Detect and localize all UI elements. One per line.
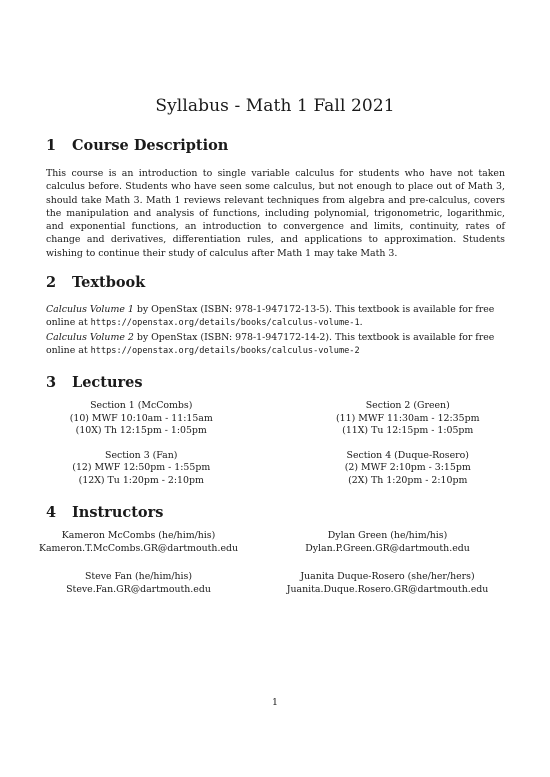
document-title: Syllabus - Math 1 Fall 2021 (155, 96, 395, 116)
section-number: 4 (46, 504, 57, 521)
lecture-time: (12) MWF 12:50pm - 1:55pm (72, 462, 211, 474)
section-lectures-heading (46, 374, 143, 391)
lecture-section-name: Section 1 (McCombs) (90, 400, 193, 411)
section-title: Textbook (72, 274, 146, 291)
textbook-description: by OpenStax (ISBN: 978-1-947172-13-5). This textbook is available for free online at (46, 304, 495, 329)
textbook-link[interactable]: https://openstax.org/details/books/calculus-volume-2 (90, 345, 360, 356)
textbook-title: Calculus Volume 2 (46, 331, 134, 343)
lecture-time: (10) MWF 10:10am - 11:15am (69, 412, 213, 424)
textbook-description: by OpenStax (ISBN: 978-1-947172-14-2). This textbook is available for free online at (46, 331, 495, 356)
instructor-email[interactable]: Kameron.T.McCombs.GR@dartmouth.edu (38, 542, 239, 554)
lecture-time: (11) MWF 11:30am - 12:35pm (336, 412, 480, 424)
instructor-email[interactable]: Juanita.Duque.Rosero.GR@dartmouth.edu (286, 583, 489, 595)
lecture-section (275, 450, 542, 488)
section-title: Course Description (72, 137, 229, 154)
lecture-x-hour: (11X) Tu 12:15pm - 1:05pm (342, 425, 474, 437)
textbook-title: Calculus Volume 1 (46, 304, 134, 315)
section-title: Instructors (72, 504, 164, 521)
instructor-name: Steve Fan (he/him/his) (84, 571, 193, 583)
section-course-description-heading (46, 137, 228, 154)
textbook-list (46, 303, 505, 358)
course-description-paragraph (46, 167, 505, 260)
lecture-x-hour: (2X) Th 1:20pm - 2:10pm (348, 474, 468, 486)
lecture-section-name: Section 4 (Duque-Rosero) (346, 449, 469, 461)
lecture-section (8, 450, 275, 488)
page-number: 1 (272, 697, 278, 708)
textbook-link[interactable]: https://openstax.org/details/books/calculus-volume-1 (90, 318, 360, 329)
lecture-section (275, 400, 542, 438)
lecture-x-hour: (12X) Tu 1:20pm - 2:10pm (78, 474, 204, 486)
section-title: Lectures (72, 374, 143, 391)
instructor-card (263, 530, 512, 555)
section-number: 2 (46, 274, 57, 291)
instructor-card (263, 571, 512, 596)
instructor-name: Dylan Green (he/him/his) (327, 530, 448, 541)
lecture-x-hour: (10X) Th 12:15pm - 1:05pm (75, 425, 207, 437)
lecture-section (8, 400, 275, 438)
section-textbook-heading (46, 274, 145, 291)
lectures-grid (8, 400, 541, 488)
lecture-section-name: Section 3 (Fan) (105, 449, 178, 461)
course-description-text: This course is an introduction to single variable calculus for students who have not taken calculus before. Students who have seen some calculus, but not enough to place out of Math 3, should take Math 3. Math 1 reviews relevant techniques from algebra and pre-calculus, covers the manipulation and analysis of functions, including polynomial, trigonometric, logarithmic, and exponential functions, an introduction to convergence and limits, continuity, rates of change and derivatives, differentiation rules, and applications to approximation. Students wishing to continue their study of calculus after Math 1 may take Math 3. (46, 168, 505, 259)
instructor-name: Juanita Duque-Rosero (she/her/hers) (300, 571, 475, 583)
lecture-section-name: Section 2 (Green) (365, 400, 450, 411)
instructors-grid (14, 530, 512, 596)
lecture-time: (2) MWF 2:10pm - 3:15pm (344, 462, 471, 474)
instructor-card (14, 530, 263, 555)
section-number: 3 (46, 374, 57, 391)
instructor-name: Kameron McCombs (he/him/his) (61, 530, 216, 541)
instructor-email[interactable]: Steve.Fan.GR@dartmouth.edu (66, 583, 211, 595)
textbook-entry (46, 331, 505, 359)
textbook-suffix: . (359, 317, 363, 329)
section-number: 1 (46, 137, 57, 154)
section-instructors-heading (46, 504, 163, 521)
textbook-entry (46, 303, 505, 331)
instructor-card (14, 571, 263, 596)
instructor-email[interactable]: Dylan.P.Green.GR@dartmouth.edu (305, 542, 470, 554)
